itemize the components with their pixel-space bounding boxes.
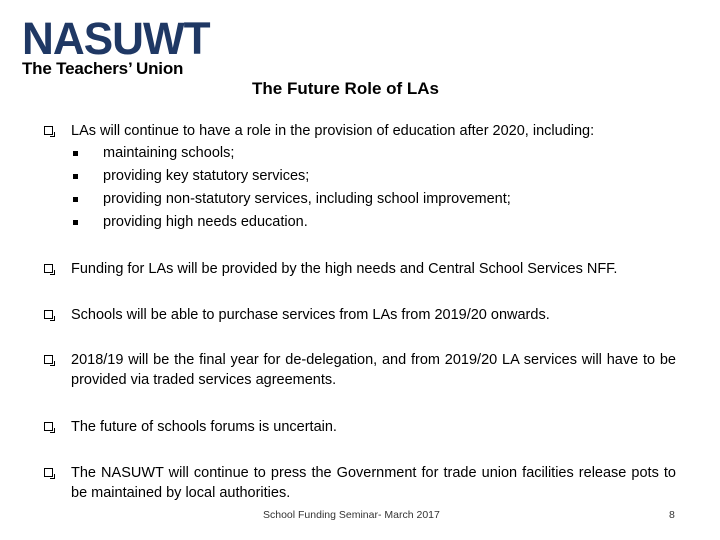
sub-item-text: providing non-statutory services, including school improvement; bbox=[103, 191, 511, 207]
bullet-text: Schools will be able to purchase services from LAs from 2019/20 onwards. bbox=[71, 307, 550, 323]
footer-text: School Funding Seminar- March 2017 bbox=[263, 509, 440, 521]
checkbox-bullet-icon bbox=[44, 422, 53, 431]
checkbox-bullet-icon bbox=[44, 264, 53, 273]
logo-tagline: The Teachers’ Union bbox=[22, 59, 184, 78]
bullet-item bbox=[44, 305, 676, 325]
bullet-item bbox=[44, 417, 676, 437]
bullet-text: 2018/19 will be the final year for de-delegation, and from 2019/20 LA services will have to be provided via traded services agreements. bbox=[71, 352, 676, 388]
sub-list-item bbox=[73, 188, 676, 211]
sub-list-item bbox=[73, 211, 676, 234]
square-bullet-icon bbox=[73, 197, 78, 202]
sub-item-text: providing high needs education. bbox=[103, 214, 308, 230]
checkbox-bullet-icon bbox=[44, 126, 53, 135]
square-bullet-icon bbox=[73, 151, 78, 156]
nasuwt-logo bbox=[22, 13, 213, 78]
square-bullet-icon bbox=[73, 174, 78, 179]
checkbox-bullet-icon bbox=[44, 468, 53, 477]
bullet-text: The NASUWT will continue to press the Government for trade union facilities release pots to be maintained by local authorities. bbox=[71, 465, 676, 501]
bullet-text: The future of schools forums is uncertain. bbox=[71, 419, 337, 435]
sub-list-item bbox=[73, 165, 676, 188]
slide-title: The Future Role of LAs bbox=[252, 79, 439, 98]
checkbox-bullet-icon bbox=[44, 355, 53, 364]
bullet-item bbox=[44, 259, 676, 279]
sub-list-item bbox=[73, 142, 676, 165]
page-number: 8 bbox=[669, 509, 675, 521]
sub-item-text: providing key statutory services; bbox=[103, 168, 310, 184]
bullet-item bbox=[44, 463, 676, 503]
bullet-item bbox=[44, 350, 676, 390]
sub-list bbox=[44, 142, 676, 234]
logo-wordmark: NASUWT bbox=[22, 13, 210, 64]
bullet-text: Funding for LAs will be provided by the high needs and Central School Services NFF. bbox=[71, 261, 618, 277]
sub-item-text: maintaining schools; bbox=[103, 145, 235, 161]
square-bullet-icon bbox=[73, 220, 78, 225]
bullet-text: LAs will continue to have a role in the provision of education after 2020, including: bbox=[71, 123, 595, 139]
checkbox-bullet-icon bbox=[44, 310, 53, 319]
bullet-item bbox=[44, 121, 676, 234]
